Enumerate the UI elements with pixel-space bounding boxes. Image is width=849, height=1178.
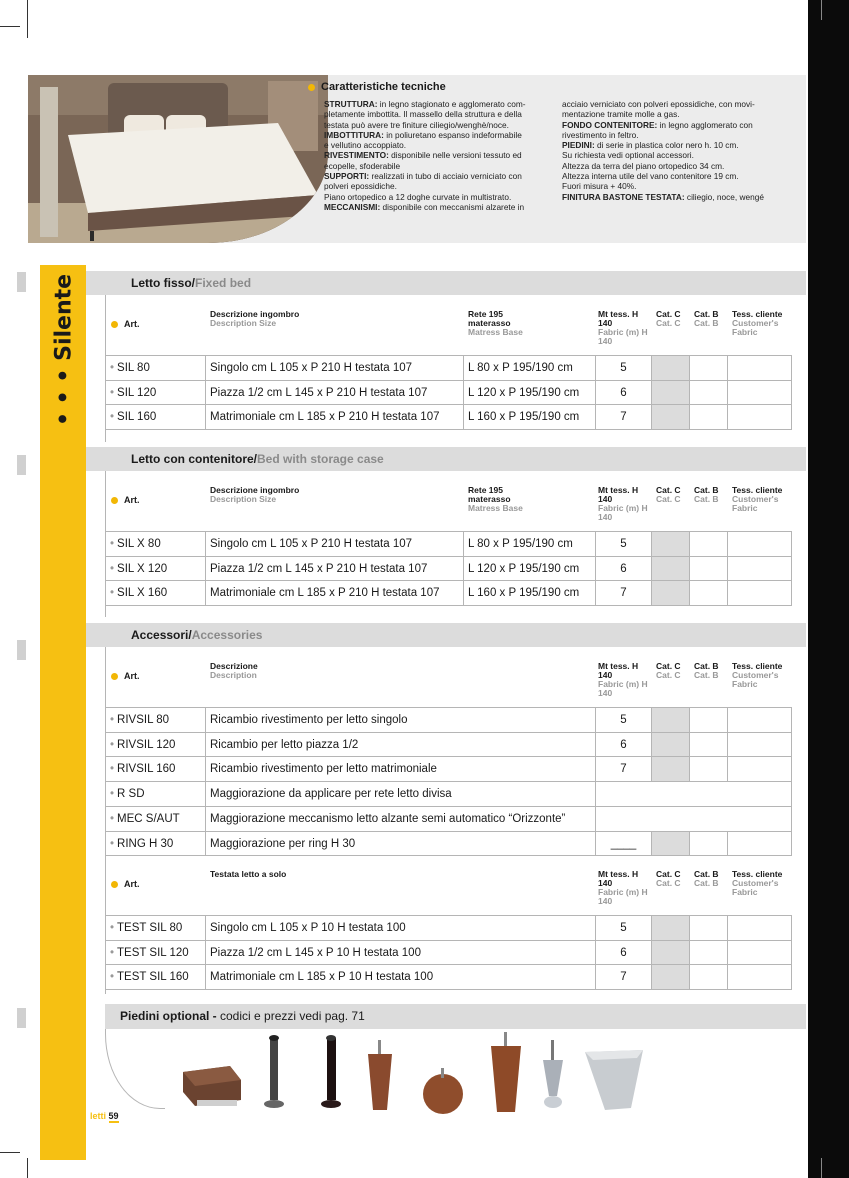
table-row — [106, 531, 792, 556]
cell-c — [652, 832, 690, 856]
edge-tab-mark — [17, 1008, 26, 1028]
table-bottom-line — [106, 855, 792, 856]
cell-art: • SIL X 80 — [106, 532, 206, 556]
cell-t — [728, 557, 792, 581]
tech-line: pletamente imbottita. Il massello della struttura e della — [324, 109, 522, 120]
cell-c — [652, 557, 690, 581]
cell-art: • SIL 120 — [106, 381, 206, 405]
tech-line: e vellutino accoppiato. — [324, 140, 407, 151]
tech-line: Altezza da terra del piano ortopedico 34 cm. — [562, 160, 725, 171]
cell-desc: Singolo cm L 105 x P 10 H testata 100 — [206, 916, 596, 940]
cell-c — [652, 532, 690, 556]
footer-curve — [105, 1029, 165, 1109]
cell-t — [728, 581, 792, 605]
table-row — [106, 355, 792, 380]
cell-desc: Piazza 1/2 cm L 145 x P 210 H testata 107 — [206, 557, 464, 581]
feet-optional-bar: Piedini optional - codici e prezzi vedi pag. 71 — [105, 1004, 806, 1029]
cell-desc: Singolo cm L 105 x P 210 H testata 107 — [206, 532, 464, 556]
bullet-icon: • — [110, 362, 115, 374]
section-accessories: Accessori/Accessories — [86, 623, 806, 647]
cell-desc: Piazza 1/2 cm L 145 x P 10 H testata 100 — [206, 941, 596, 965]
tech-column-left — [324, 99, 526, 212]
cell-mt: 6 — [596, 941, 652, 965]
cell-art: • TEST SIL 160 — [106, 965, 206, 989]
tech-heading — [308, 81, 446, 93]
bullet-icon: • — [110, 562, 115, 575]
table-row — [106, 707, 792, 732]
accessories-table: Art. Descrizione Description Mt tess. H 140 Fabric (m) H 140 Cat. C Cat. C Cat. B Cat. B Tess. cliente Customer's Fabric • RIVSIL 80 Ricambio rivestimento per letto singolo 5 • RIVSIL 120 Ricambio per letto piazza 1/2 6 • RIVSIL 160 Ricambio rivestimento per letto matrimoniale 7 • R SD Maggiorazione da applicare per rete letto divisa • MEC S/AUT Maggiorazione meccanismo letto alzante semi automatico “Orizzonte” • RING H 30 Maggiorazione per ring H 30 ____ Art. Testata letto a solo Mt tess. H 140 Fabric (m) H 140 Cat. C Cat. C Cat. B Cat. B Tess. cliente Customer's Fabric • TEST SIL 80 Singolo cm L 105 x P 10 H testata 100 5 • TEST SIL 120 Piazza 1/2 cm L 145 x P 10 H testata 100 6 • TEST SIL 160 Matrimoniale cm L 185 x P 10 H testata 100 7 — [105, 647, 791, 994]
tech-line: STRUTTURA: in legno stagionato e agglomerato com- — [324, 99, 526, 109]
cell-b — [690, 405, 728, 429]
cell-art: • SIL X 160 — [106, 581, 206, 605]
tech-line: Fuori misura + 40%. — [562, 181, 637, 192]
cell-b — [690, 941, 728, 965]
cell-t — [728, 381, 792, 405]
table-bottom-line — [106, 989, 792, 990]
table-row — [106, 380, 792, 405]
side-title: • • • Silente — [51, 273, 77, 427]
foot-ball-icon — [423, 1068, 463, 1114]
cell-art: • R SD — [106, 782, 206, 806]
cell-desc: Ricambio rivestimento per letto singolo — [206, 708, 596, 732]
tech-line: testata può avere tre finiture ciliegio/wenghè/noce. — [324, 119, 509, 130]
cell-art: • SIL 160 — [106, 405, 206, 429]
cell-desc: Ricambio rivestimento per letto matrimoniale — [206, 757, 596, 781]
cell-b — [690, 733, 728, 757]
tech-line: PIEDINI: di serie in plastica color nero h. 10 cm. — [562, 140, 739, 151]
edge-tab-mark — [17, 640, 26, 660]
bullet-icon: • — [110, 812, 115, 825]
cell-desc: Matrimoniale cm L 185 x P 10 H testata 100 — [206, 965, 596, 989]
table-row — [106, 964, 792, 989]
cell-rete: L 120 x P 195/190 cm — [464, 381, 596, 405]
cell-b — [690, 532, 728, 556]
cell-mt: ____ — [596, 832, 652, 856]
bullet-icon — [308, 84, 315, 91]
cell-art: • SIL X 120 — [106, 557, 206, 581]
table-row — [106, 806, 792, 831]
cell-art: • SIL 80 — [106, 356, 206, 380]
cell-empty — [596, 807, 792, 831]
cell-desc: Maggiorazione per ring H 30 — [206, 832, 596, 856]
crop-mark — [27, 1158, 28, 1178]
table-row — [106, 404, 792, 429]
cell-rete: L 120 x P 195/190 cm — [464, 557, 596, 581]
bullet-icon: • — [110, 587, 115, 600]
foot-cone-icon — [368, 1040, 392, 1110]
cell-empty — [596, 782, 792, 806]
tech-line: RIVESTIMENTO: disponibile nelle versioni tessuto ed — [324, 150, 522, 161]
table-row — [106, 732, 792, 757]
tech-line: acciaio verniciato con polveri epossidiche, con movi- — [562, 99, 755, 109]
cell-c — [652, 708, 690, 732]
edge-tab-mark — [17, 455, 26, 475]
cell-desc: Ricambio per letto piazza 1/2 — [206, 733, 596, 757]
table-bottom-line — [106, 605, 792, 606]
crop-mark — [821, 0, 822, 20]
foot-chrome-icon — [543, 1040, 563, 1108]
cell-mt: 6 — [596, 557, 652, 581]
bullet-icon — [111, 673, 118, 680]
bullet-icon — [111, 881, 118, 888]
table-row — [106, 580, 792, 605]
cell-rete: L 160 x P 195/190 cm — [464, 581, 596, 605]
cell-mt: 7 — [596, 757, 652, 781]
tech-line: SUPPORTI: realizzati in tubo di acciaio verniciato con — [324, 171, 522, 182]
cell-mt: 6 — [596, 381, 652, 405]
cell-c — [652, 916, 690, 940]
crop-mark — [821, 1158, 822, 1178]
cell-art: • RING H 30 — [106, 832, 206, 856]
bullet-icon: • — [110, 837, 115, 850]
cell-t — [728, 916, 792, 940]
cell-t — [728, 757, 792, 781]
tech-panel — [28, 75, 806, 243]
tech-line: Altezza interna utile del vano contenitore 19 cm. — [562, 171, 739, 182]
cell-b — [690, 708, 728, 732]
cell-rete: L 160 x P 195/190 cm — [464, 405, 596, 429]
cell-b — [690, 381, 728, 405]
tech-line: MECCANISMI: disponibile con meccanismi alzarete in — [324, 201, 525, 212]
cell-b — [690, 356, 728, 380]
tech-line: Piano ortopedico a 12 doghe curvate in multistrato. — [324, 191, 512, 202]
cell-mt: 5 — [596, 708, 652, 732]
cell-b — [690, 832, 728, 856]
cell-c — [652, 356, 690, 380]
table-row — [106, 756, 792, 781]
tech-line: FINITURA BASTONE TESTATA: ciliegio, noce, wengé — [562, 191, 764, 202]
cell-t — [728, 965, 792, 989]
cell-t — [728, 532, 792, 556]
cell-desc: Singolo cm L 105 x P 210 H testata 107 — [206, 356, 464, 380]
bullet-icon: • — [110, 411, 115, 424]
feet-illustrations — [175, 1030, 665, 1115]
cell-t — [728, 941, 792, 965]
cell-mt: 6 — [596, 733, 652, 757]
crop-mark — [0, 26, 20, 27]
foot-square-icon — [585, 1050, 643, 1110]
bed-photo — [28, 75, 328, 243]
cell-t — [728, 733, 792, 757]
cell-mt: 5 — [596, 916, 652, 940]
cell-art: • MEC S/AUT — [106, 807, 206, 831]
cell-mt: 5 — [596, 356, 652, 380]
cell-desc: Maggiorazione meccanismo letto alzante semi automatico “Orizzonte” — [206, 807, 596, 831]
cell-t — [728, 708, 792, 732]
table-row — [106, 781, 792, 806]
tech-column-right — [562, 99, 764, 202]
cell-mt: 7 — [596, 965, 652, 989]
bullet-icon: • — [110, 714, 115, 726]
cell-b — [690, 757, 728, 781]
bullet-icon: • — [110, 738, 115, 751]
bullet-icon: • — [110, 763, 115, 776]
foot-block-icon — [183, 1066, 241, 1106]
section-fixed-bed: Letto fisso/Fixed bed — [86, 271, 806, 295]
cell-t — [728, 832, 792, 856]
cell-art: • RIVSIL 80 — [106, 708, 206, 732]
cell-b — [690, 557, 728, 581]
cell-mt: 7 — [596, 405, 652, 429]
cell-desc: Matrimoniale cm L 185 x P 210 H testata 107 — [206, 405, 464, 429]
bullet-icon — [111, 497, 118, 504]
section-storage-bed: Letto con contenitore/Bed with storage case — [86, 447, 806, 471]
cell-desc: Maggiorazione da applicare per rete letto divisa — [206, 782, 596, 806]
cell-art: • TEST SIL 80 — [106, 916, 206, 940]
tech-line: Su richiesta vedi optional accessori. — [562, 150, 694, 161]
edge-tab-mark — [17, 272, 26, 292]
table-row — [106, 831, 792, 856]
cell-mt: 5 — [596, 532, 652, 556]
table-row — [106, 556, 792, 581]
fixed-bed-table: Art. Descrizione ingombro Description Size Rete 195 materasso Matress Base Mt tess. H 140 Fabric (m) H 140 Cat. C Cat. C Cat. B Cat. B Tess. cliente Customer's Fabric • SIL 80 Singolo cm L 105 x P 210 H testata 107 L 80 x P 195/190 cm 5 • SIL 120 Piazza 1/2 cm L 145 x P 210 H testata 107 L 120 x P 195/190 cm 6 • SIL 160 Matrimoniale cm L 185 x P 210 H testata 107 L 160 x P 195/190 cm 7 — [105, 295, 791, 442]
foot-black-icon — [321, 1035, 341, 1108]
cell-rete: L 80 x P 195/190 cm — [464, 532, 596, 556]
bullet-icon: • — [110, 922, 115, 934]
bullet-icon: • — [110, 538, 115, 550]
tech-heading-text: Caratteristiche tecniche — [321, 81, 446, 93]
foot-steel-icon — [264, 1035, 284, 1108]
cell-t — [728, 356, 792, 380]
cell-desc: Piazza 1/2 cm L 145 x P 210 H testata 107 — [206, 381, 464, 405]
cell-b — [690, 916, 728, 940]
cell-t — [728, 405, 792, 429]
tech-line: polveri epossidiche. — [324, 181, 397, 192]
page-number: letti 59 — [90, 1111, 119, 1121]
cell-mt: 7 — [596, 581, 652, 605]
table-bottom-line — [106, 429, 792, 430]
crop-mark — [27, 0, 28, 38]
cell-c — [652, 757, 690, 781]
bullet-icon: • — [110, 971, 115, 984]
cell-desc: Matrimoniale cm L 185 x P 210 H testata 107 — [206, 581, 464, 605]
cell-c — [652, 581, 690, 605]
bullet-icon: • — [110, 946, 115, 959]
bullet-icon — [111, 321, 118, 328]
table-row — [106, 940, 792, 965]
cell-c — [652, 381, 690, 405]
table-row — [106, 915, 792, 940]
tech-line: ecopelle, sfoderabile — [324, 160, 401, 171]
cell-b — [690, 965, 728, 989]
cell-c — [652, 965, 690, 989]
tech-line: IMBOTTITURA: in poliuretano espanso indeformabile — [324, 129, 522, 140]
storage-bed-table: Art. Descrizione ingombro Description Size Rete 195 materasso Matress Base Mt tess. H 140 Fabric (m) H 140 Cat. C Cat. C Cat. B Cat. B Tess. cliente Customer's Fabric • SIL X 80 Singolo cm L 105 x P 210 H testata 107 L 80 x P 195/190 cm 5 • SIL X 120 Piazza 1/2 cm L 145 x P 210 H testata 107 L 120 x P 195/190 cm 6 • SIL X 160 Matrimoniale cm L 185 x P 210 H testata 107 L 160 x P 195/190 cm 7 — [105, 471, 791, 617]
cell-art: • TEST SIL 120 — [106, 941, 206, 965]
cell-c — [652, 405, 690, 429]
foot-taper-icon — [491, 1032, 521, 1112]
cell-c — [652, 733, 690, 757]
bullet-icon: • — [110, 788, 115, 801]
cell-art: • RIVSIL 160 — [106, 757, 206, 781]
crop-mark — [0, 1152, 20, 1153]
cell-art: • RIVSIL 120 — [106, 733, 206, 757]
cell-c — [652, 941, 690, 965]
tech-line: FONDO CONTENITORE: in legno agglomerato con — [562, 119, 753, 130]
tech-line: mentazione tramite molle a gas. — [562, 109, 680, 120]
right-edge-band — [808, 0, 849, 1178]
bullet-icon: • — [110, 386, 115, 399]
tech-line: rivestimento in feltro. — [562, 129, 639, 140]
cell-b — [690, 581, 728, 605]
cell-rete: L 80 x P 195/190 cm — [464, 356, 596, 380]
